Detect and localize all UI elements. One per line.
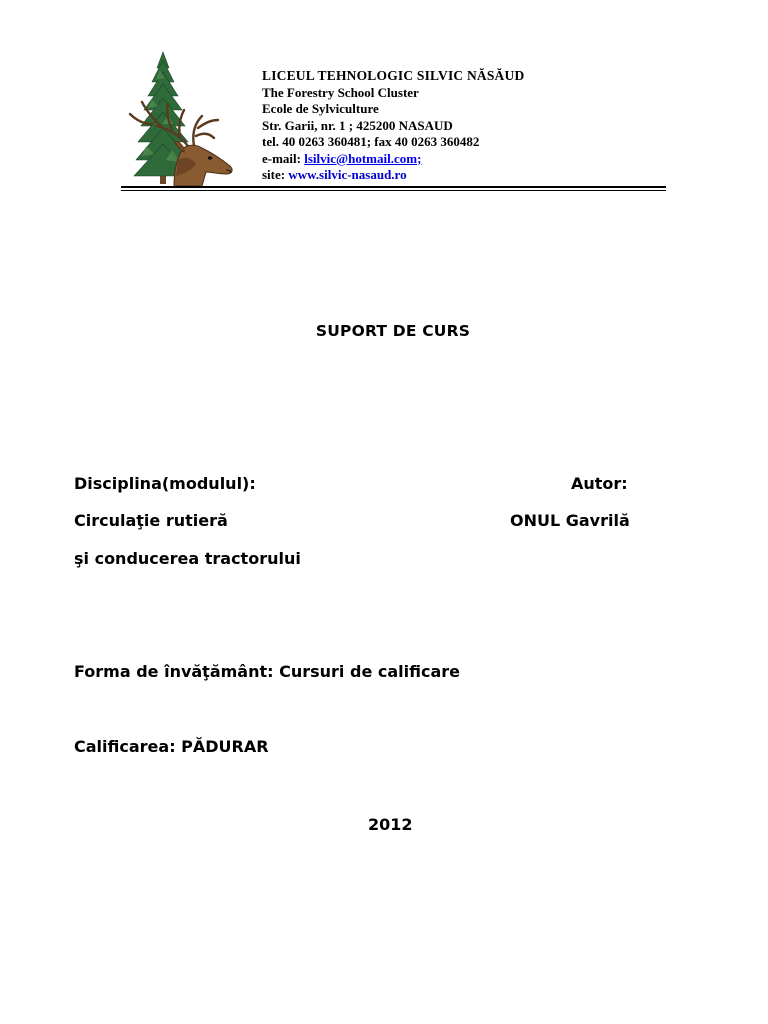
school-header <box>262 68 524 184</box>
header-divider-thick <box>121 186 666 188</box>
site-label: site: <box>262 167 289 182</box>
author-name: ONUL Gavrilă <box>510 511 630 530</box>
school-site-line <box>262 167 524 184</box>
email-link[interactable]: lsilvic@hotmail.com; <box>304 150 422 166</box>
education-form: Forma de învăţământ: Cursuri de calificare <box>74 662 460 681</box>
tree-and-deer-logo-icon <box>122 50 244 186</box>
document-year: 2012 <box>368 815 413 834</box>
author-label: Autor: <box>571 474 628 493</box>
discipline-label: Disciplina(modulul): <box>74 474 256 493</box>
email-label: e-mail: <box>262 150 305 166</box>
discipline-name-line1: Circulaţie rutieră <box>74 511 228 530</box>
document-title: SUPORT DE CURS <box>315 322 471 340</box>
qualification: Calificarea: PĂDURAR <box>74 737 269 756</box>
discipline-name-line2: şi conducerea tractorului <box>74 549 301 568</box>
school-address: Str. Garii, nr. 1 ; 425200 NASAUD <box>262 117 453 133</box>
school-subtitle-fr: Ecole de Sylviculture <box>262 101 379 116</box>
header-divider-thin <box>121 190 666 191</box>
school-name: LICEUL TEHNOLOGIC SILVIC NĂSĂUD <box>262 68 525 83</box>
site-link[interactable]: www.silvic-nasaud.ro <box>288 167 407 182</box>
school-email-line <box>262 151 524 168</box>
school-phone: tel. 40 0263 360481; fax 40 0263 360482 <box>262 134 480 149</box>
school-subtitle-en: The Forestry School Cluster <box>262 84 419 100</box>
